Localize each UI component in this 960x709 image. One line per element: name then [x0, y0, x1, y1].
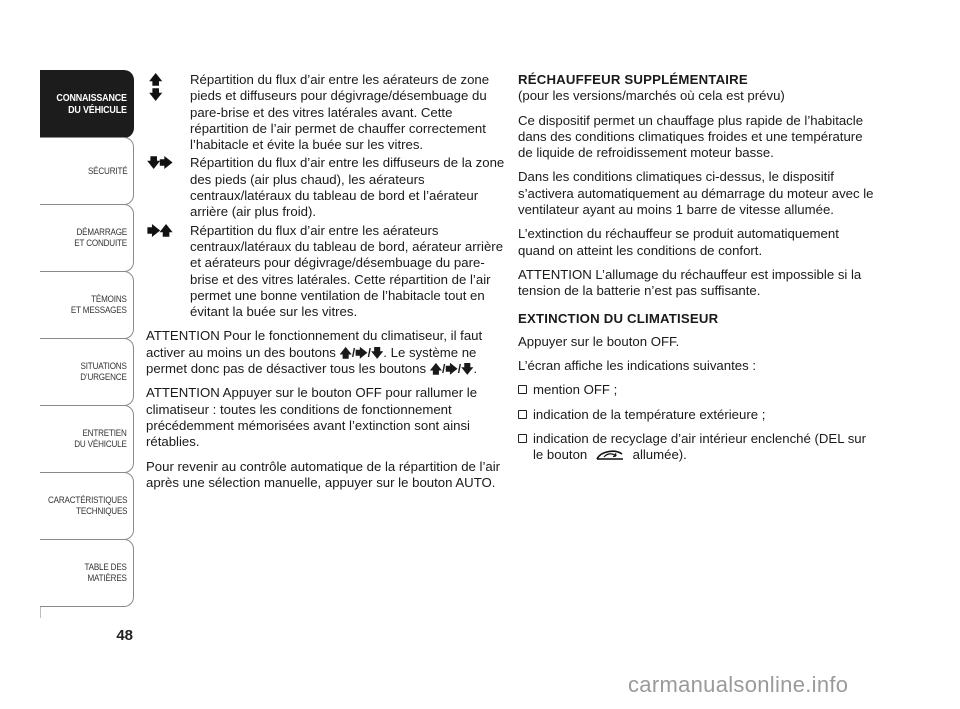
- list-item-text: [533, 431, 878, 464]
- tab-label: SÉCURITÉ: [87, 165, 127, 177]
- paragraph: Appuyer sur le bouton OFF.: [518, 333, 680, 349]
- checkbox-bullet-icon: [518, 385, 527, 394]
- tab-label: SITUATIONS D’URGENCE: [80, 361, 127, 383]
- airflow-item: [146, 72, 506, 153]
- list-item-text: mention OFF ;: [533, 382, 618, 398]
- tab-label: CONNAISSANCE DU VÉHICULE: [56, 92, 127, 116]
- air-recirculation-icon: [595, 448, 625, 462]
- list-item: [518, 382, 878, 398]
- list-item-text-part: indication de recyclage d’air intérieur enclenché (DEL sur le bouton: [533, 431, 867, 463]
- tab-temoins-messages[interactable]: [40, 271, 134, 339]
- list-item-text-part: allumée).: [632, 447, 687, 463]
- paragraph: L’extinction du réchauffeur se produit automatiquement quand on atteint les conditions de confort.: [518, 226, 839, 258]
- paragraph: L’écran affiche les indications suivantes :: [518, 358, 757, 374]
- list-item: [518, 431, 878, 464]
- list-item: [518, 407, 878, 423]
- tab-securite[interactable]: [40, 137, 134, 205]
- paragraph: Ce dispositif permet un chauffage plus rapide de l’habitacle dans des conditions climatiques froides et une température de liquide de refroidissement moteur basse.: [518, 112, 864, 161]
- tab-situations-urgence[interactable]: [40, 338, 134, 406]
- tab-label: ENTRETIEN DU VÉHICULE: [74, 428, 127, 450]
- attention-text: ATTENTION Pour le fonctionnement du climatiseur, il faut activer au moins un des boutons: [146, 328, 483, 360]
- airflow-text: Répartition du flux d’air entre les diffuseurs de la zone des pieds (air plus chaud), les aérateurs centraux/latéraux du tableau de bord et l’aérateur arrière (air plus froid).: [190, 155, 505, 220]
- mode-buttons-icon: 🡅/🡆/🡇: [429, 362, 474, 377]
- airflow-item: [146, 155, 506, 220]
- tab-table-matieres[interactable]: [40, 539, 134, 607]
- attention-note: ATTENTION L’allumage du réchauffeur est impossible si la tension de la batterie n’est pas suffisante.: [518, 266, 862, 299]
- tab-label: DÉMARRAGE ET CONDUITE: [74, 227, 127, 249]
- watermark: carmanualsonline.info: [628, 672, 849, 697]
- tab-connaissance-vehicule[interactable]: [40, 70, 134, 138]
- arrow-down-right-icon: 🡇🡆: [147, 155, 172, 171]
- attention-note: ATTENTION Pour le fonctionnement du climatiseur, il faut activer au moins un des boutons 🡅/🡆/🡇. Le système ne permet donc pas de désactiver tous les boutons 🡅/🡆/🡇.: [146, 328, 483, 377]
- airflow-text: Répartition du flux d’air entre les aérateurs centraux/latéraux du tableau de bord, aérateur arrière et aérateurs pour dégivrage/désembuage du pare-brise et des vitres latérales. Cette répartition de l’air permet une bonne ventilation de l’habitacle tout en évitant la buée sur les vitres.: [190, 222, 504, 320]
- tab-demarrage-conduite[interactable]: [40, 204, 134, 272]
- tab-label: TABLE DES MATIÈRES: [84, 562, 127, 584]
- section-tabs: [40, 70, 134, 607]
- tab-entretien-vehicule[interactable]: [40, 405, 134, 473]
- mode-buttons-icon: 🡅/🡆/🡇: [339, 345, 384, 360]
- tab-label: TÉMOINS ET MESSAGES: [71, 294, 127, 316]
- attention-text: Le système ne permet donc pas de désactiver tous les boutons: [146, 344, 477, 377]
- arrow-right-up-icon: 🡆🡅: [147, 222, 172, 238]
- right-column: [518, 72, 878, 472]
- attention-off-note: ATTENTION Appuyer sur le bouton OFF pour rallumer le climatiseur : toutes les conditions de fonctionnement précédemment mémorisées avant l’extinction sont ainsi rétablies.: [146, 385, 478, 450]
- paragraph: Dans les conditions climatiques ci-dessus, le dispositif s’activera automatiquement au démarrage du moteur avec le ventilateur ayant au moins 1 barre de vitesse allumée.: [518, 169, 874, 218]
- airflow-item: [146, 223, 506, 321]
- checkbox-bullet-icon: [518, 434, 527, 443]
- section-subtitle: (pour les versions/marchés où cela est prévu): [518, 88, 785, 104]
- auto-note: Pour revenir au contrôle automatique de la répartition de l’air après une sélection manuelle, appuyer sur le bouton AUTO.: [146, 458, 501, 490]
- page-number: 48: [116, 627, 133, 644]
- arrow-up-down-icon: 🡅 🡇: [149, 72, 163, 102]
- section-heading: EXTINCTION DU CLIMATISEUR: [518, 310, 719, 326]
- tab-caracteristiques-techniques[interactable]: [40, 472, 134, 540]
- tab-label: CARACTÉRISTIQUES TECHNIQUES: [47, 495, 127, 517]
- airflow-text: Répartition du flux d’air entre les aérateurs de zone pieds et diffuseurs pour dégivrage/désembuage du pare-brise et des vitres latérales avant. Cette répartition de l’air permet de chauffer correctement l’habitacle et évite la buée sur les vitres.: [190, 72, 490, 153]
- left-column: [146, 72, 506, 499]
- section-heading: RÉCHAUFFEUR SUPPLÉMENTAIRE: [518, 72, 748, 87]
- checkbox-bullet-icon: [518, 410, 527, 419]
- list-item-text: indication de la température extérieure ;: [533, 406, 766, 422]
